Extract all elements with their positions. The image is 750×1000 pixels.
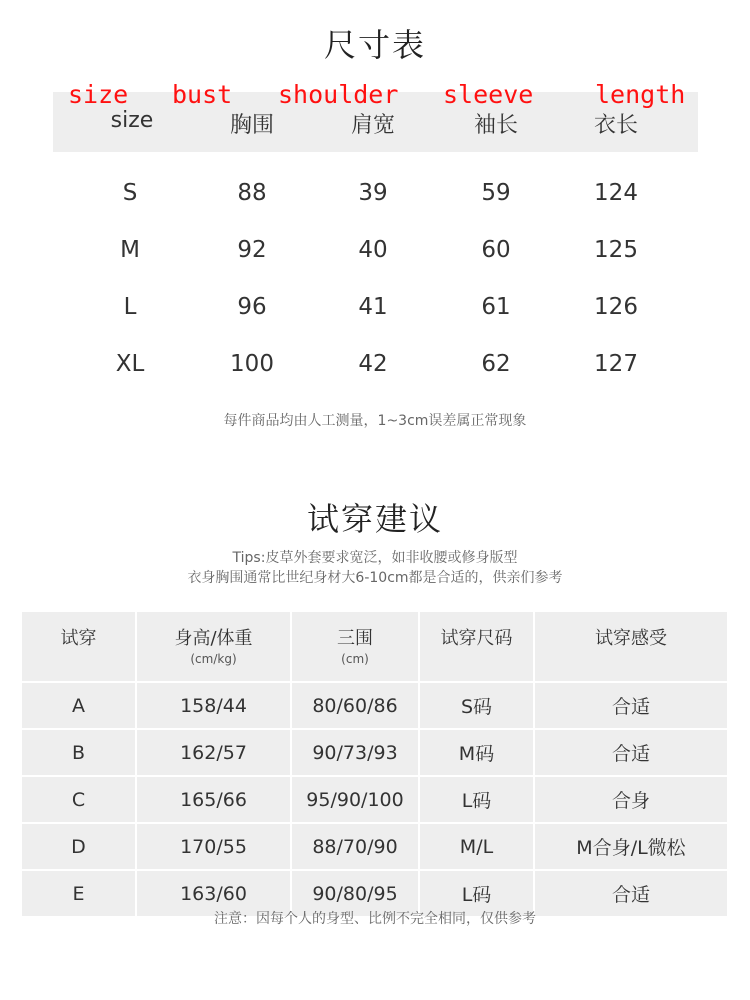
fitting-table: [22, 612, 727, 916]
cell: B: [22, 729, 136, 776]
cell: 合适: [534, 682, 727, 729]
header-label: 三围: [337, 628, 373, 649]
fitting-title: 试穿建议: [306, 500, 443, 538]
cell: E: [22, 870, 136, 916]
cell: 88: [237, 180, 267, 206]
cell: 80/60/86: [291, 682, 419, 729]
cell: M: [120, 237, 140, 263]
cell: M/L: [419, 823, 534, 870]
cell: 合适: [534, 729, 727, 776]
header-label: 试穿: [60, 628, 97, 649]
header-shoulder: 肩宽: [350, 113, 395, 138]
cell: C: [22, 776, 136, 823]
header-measurements: [291, 612, 419, 682]
english-label-shoulder: shoulder: [278, 80, 399, 109]
cell: 126: [594, 294, 638, 320]
header-height-weight: [136, 612, 291, 682]
cell: 40: [358, 237, 388, 263]
cell: A: [22, 682, 136, 729]
fitting-tips: [0, 548, 750, 588]
cell: 62: [481, 351, 511, 377]
cell: 88/70/90: [291, 823, 419, 870]
header-sleeve: 袖长: [473, 113, 518, 138]
cell: 90/80/95: [291, 870, 419, 916]
cell: 96: [237, 294, 267, 320]
cell: L码: [419, 870, 534, 916]
cell: 42: [358, 351, 388, 377]
header-length: 衣长: [593, 113, 638, 138]
english-labels: [0, 78, 750, 112]
english-label-length: length: [595, 80, 686, 109]
cell: XL: [115, 351, 145, 377]
cell: 158/44: [136, 682, 291, 729]
header-fit-feeling: [534, 612, 727, 682]
header-unit: (cm/kg): [190, 652, 237, 666]
cell: 合身: [534, 776, 727, 823]
cell: 124: [594, 180, 638, 206]
cell: 100: [230, 351, 274, 377]
header-bust: 胸围: [229, 113, 274, 138]
cell: 60: [481, 237, 511, 263]
cell: D: [22, 823, 136, 870]
cell: S码: [419, 682, 534, 729]
cell: 90/73/93: [291, 729, 419, 776]
fitting-header-row: [22, 612, 727, 682]
header-label: 试穿感受: [595, 628, 667, 649]
header-unit: (cm): [341, 652, 369, 666]
cell: 170/55: [136, 823, 291, 870]
cell: 95/90/100: [291, 776, 419, 823]
cell: 合适: [534, 870, 727, 916]
english-label-bust: bust: [172, 80, 233, 109]
header-label: 试穿尺码: [440, 628, 513, 649]
table-row: [22, 682, 727, 729]
cell: L码: [419, 776, 534, 823]
cell: M合身/L微松: [534, 823, 727, 870]
cell: 162/57: [136, 729, 291, 776]
cell: 163/60: [136, 870, 291, 916]
table-row: [22, 823, 727, 870]
table-row: [22, 776, 727, 823]
cell: 92: [237, 237, 267, 263]
cell: L: [123, 294, 137, 320]
header-tester: [22, 612, 136, 682]
size-chart-title: 尺寸表: [323, 26, 426, 64]
english-label-sleeve: sleeve: [443, 80, 534, 109]
cell: M码: [419, 729, 534, 776]
cell: S: [122, 180, 138, 206]
header-try-size: [419, 612, 534, 682]
header-size: size: [110, 108, 154, 133]
header-label: 身高/体重: [174, 628, 253, 649]
tips-line-2: 衣身胸围通常比世纪身材大6-10cm都是合适的，供亲们参考: [187, 570, 563, 586]
measurement-note: 每件商品均由人工测量，1~3cm误差属正常现象: [223, 413, 527, 429]
disclaimer-note: 注意：因每个人的身型、比例不完全相同，仅供参考: [214, 911, 536, 927]
cell: 39: [358, 180, 388, 206]
cell: 125: [594, 237, 638, 263]
cell: 127: [594, 351, 638, 377]
table-row: [22, 729, 727, 776]
english-label-size: size: [68, 80, 129, 109]
cell: 165/66: [136, 776, 291, 823]
cell: 41: [358, 294, 388, 320]
cell: 61: [481, 294, 511, 320]
cell: 59: [481, 180, 511, 206]
tips-line-1: Tips:皮草外套要求宽泛，如非收腰或修身版型: [232, 550, 518, 566]
